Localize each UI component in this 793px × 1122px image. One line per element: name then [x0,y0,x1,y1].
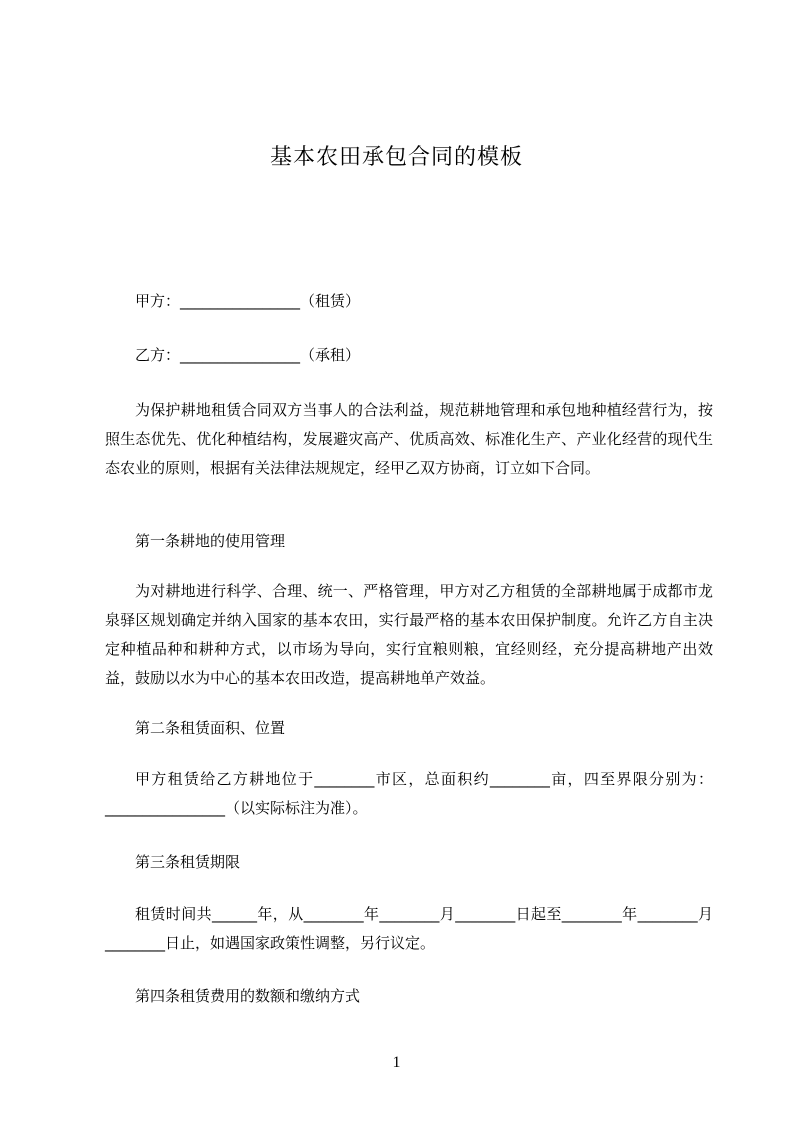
article-4-heading: 第四条租赁费用的数额和缴纳方式 [135,987,361,1005]
page-number: 1 [392,1054,401,1071]
intro-paragraph: 为保护耕地租赁合同双方当事人的合法利益，规范耕地管理和承包地种植经营行为，按照生态优先、优化种植结构，发展避灾高产、优质高效、标准化生产、产业化经营的现代生态农业的原则，根据有关法律法规规定，经甲乙双方协商，订立如下合同。 [105,401,713,477]
article-1-heading: 第一条耕地的使用管理 [135,532,286,550]
party-a-line: 甲方：________________（租赁） [135,292,361,310]
article-3-body: 租赁时间共______年，从________年________月________日起至________年________月________日止，如遇国家政策性调整，另行议定。 [105,905,713,952]
document-title: 基本农田承包合同的模板 [269,145,523,170]
article-3-heading: 第三条租赁期限 [135,853,241,871]
article-1-body: 为对耕地进行科学、合理、统一、严格管理，甲方对乙方租赁的全部耕地属于成都市龙泉驿区规划确定并纳入国家的基本农田，实行最严格的基本农田保护制度。允许乙方自主决定种植品种和耕种方式，以市场为导向，实行宜粮则粮，宜经则经，充分提高耕地产出效益，鼓励以水为中心的基本农田改造，提高耕地单产效益。 [105,582,713,687]
party-b-line: 乙方：________________（承租） [135,346,361,364]
article-2-body: 甲方租赁给乙方耕地位于________市区，总面积约________亩，四至界限分别为：________________（以实际标注为准）。 [105,770,713,817]
article-2-heading: 第二条租赁面积、位置 [135,719,286,737]
